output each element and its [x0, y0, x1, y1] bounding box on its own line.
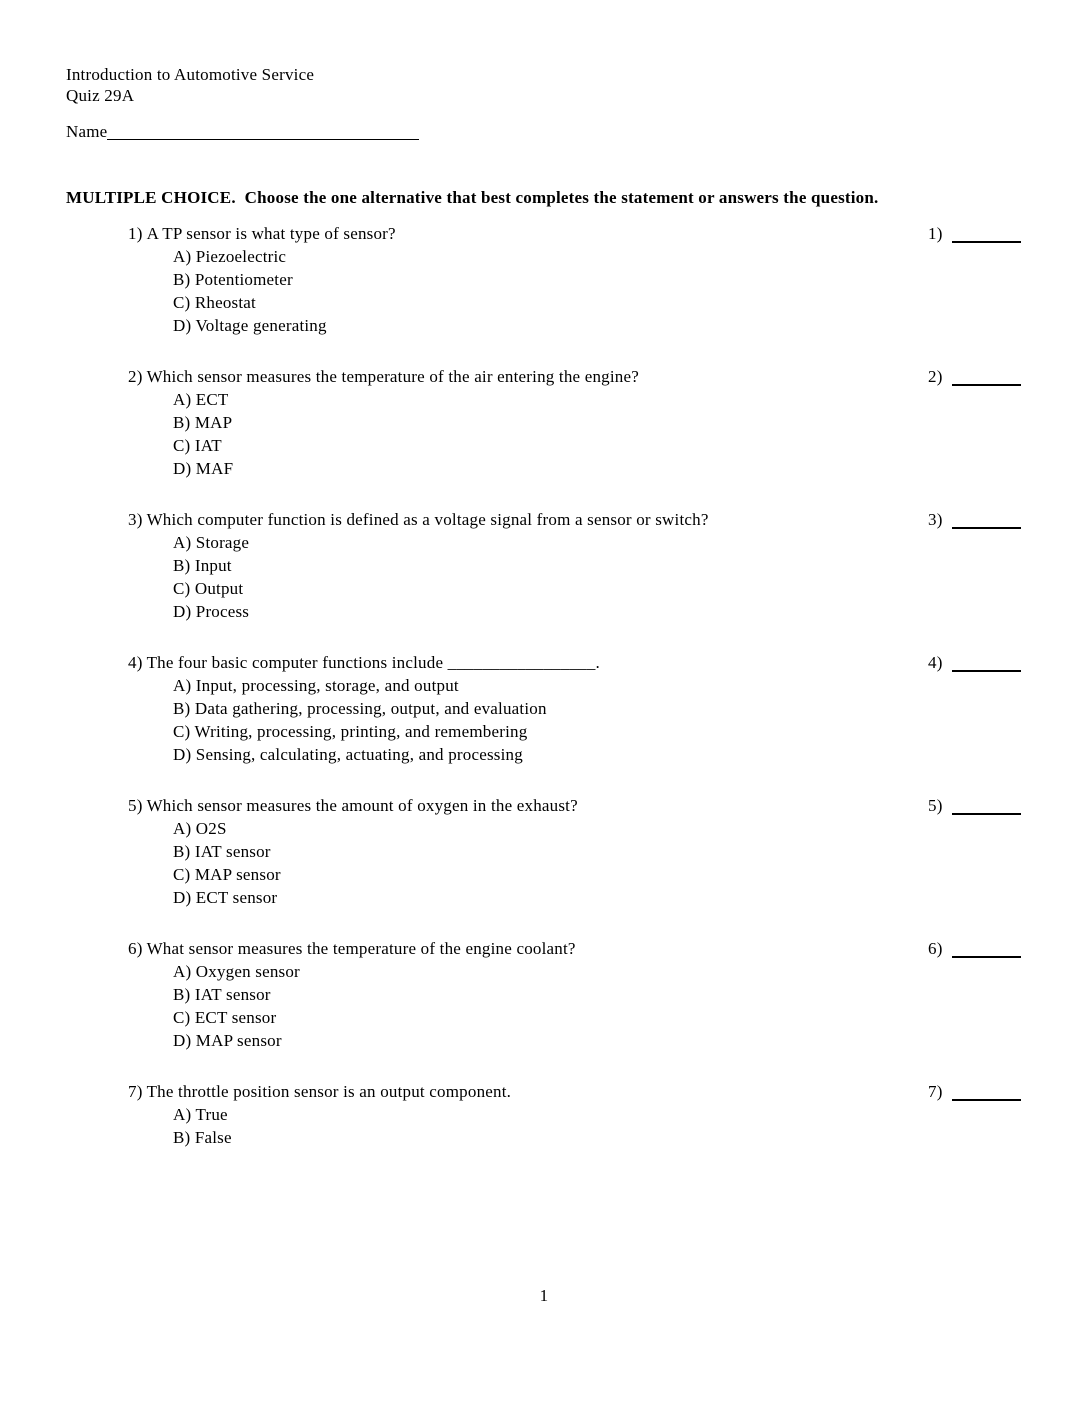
choice: A) Input, processing, storage, and output: [173, 676, 459, 695]
question-number: 2): [128, 367, 143, 386]
answer-area: [928, 651, 1021, 674]
choices: [173, 245, 1088, 337]
quiz-title: Quiz 29A: [66, 86, 135, 105]
choice: C) IAT: [173, 436, 222, 455]
answer-number: 1): [928, 224, 943, 243]
name-row: [66, 120, 419, 143]
choice: A) O2S: [173, 819, 227, 838]
questions-list: [0, 222, 1088, 1177]
choices: [173, 674, 1088, 766]
choice: D) Sensing, calculating, actuating, and processing: [173, 745, 523, 764]
choices: [173, 1103, 1088, 1149]
answer-blank-line: [952, 513, 1021, 529]
choice: D) MAP sensor: [173, 1031, 282, 1050]
choices: [173, 388, 1088, 480]
answer-area: [928, 222, 1021, 245]
question-text: Which sensor measures the temperature of the air entering the engine?: [146, 367, 639, 386]
choices: [173, 817, 1088, 909]
name-blank-line: [107, 124, 419, 140]
answer-number: 3): [928, 510, 943, 529]
answer-blank-line: [952, 370, 1021, 386]
choice: B) IAT sensor: [173, 985, 271, 1004]
choice: A) Piezoelectric: [173, 247, 287, 266]
answer-number: 7): [928, 1082, 943, 1101]
question-text: The throttle position sensor is an output component.: [146, 1082, 512, 1101]
question: [0, 222, 1088, 337]
instructions-heading: MULTIPLE CHOICE. Choose the one alternative that best completes the statement or answers the question.: [66, 188, 879, 207]
choice: B) Input: [173, 556, 232, 575]
answer-blank-line: [952, 942, 1021, 958]
question-text: What sensor measures the temperature of the engine coolant?: [146, 939, 576, 958]
question: [0, 365, 1088, 480]
question: [0, 651, 1088, 766]
answer-area: [928, 365, 1021, 388]
question: [0, 794, 1088, 909]
name-label: Name: [66, 122, 108, 141]
choice: C) Rheostat: [173, 293, 256, 312]
choice: B) False: [173, 1128, 232, 1147]
question: [0, 1080, 1088, 1149]
choices: [173, 531, 1088, 623]
choice: D) MAF: [173, 459, 234, 478]
answer-number: 5): [928, 796, 943, 815]
choice: C) ECT sensor: [173, 1008, 277, 1027]
course-title: Introduction to Automotive Service: [66, 65, 315, 84]
question-number: 5): [128, 796, 143, 815]
question-number: 1): [128, 224, 143, 243]
answer-blank-line: [952, 1085, 1021, 1101]
document-header: [66, 64, 314, 106]
choice: B) Potentiometer: [173, 270, 293, 289]
question-text: The four basic computer functions include _________________.: [146, 653, 600, 672]
choice: B) IAT sensor: [173, 842, 271, 861]
choice: C) Writing, processing, printing, and remembering: [173, 722, 528, 741]
question: [0, 508, 1088, 623]
answer-blank-line: [952, 799, 1021, 815]
choice: D) ECT sensor: [173, 888, 278, 907]
answer-blank-line: [952, 656, 1021, 672]
choice: A) Storage: [173, 533, 250, 552]
page-number: 1: [539, 1286, 549, 1305]
question-text: A TP sensor is what type of sensor?: [146, 224, 396, 243]
question-number: 4): [128, 653, 143, 672]
choice: D) Voltage generating: [173, 316, 327, 335]
answer-number: 2): [928, 367, 943, 386]
choice: A) Oxygen sensor: [173, 962, 300, 981]
choice: B) Data gathering, processing, output, and evaluation: [173, 699, 547, 718]
choice: C) MAP sensor: [173, 865, 281, 884]
answer-area: [928, 937, 1021, 960]
answer-number: 6): [928, 939, 943, 958]
choice: A) ECT: [173, 390, 229, 409]
answer-area: [928, 794, 1021, 817]
question-number: 3): [128, 510, 143, 529]
choice: B) MAP: [173, 413, 233, 432]
question-number: 7): [128, 1082, 143, 1101]
answer-area: [928, 508, 1021, 531]
question-text: Which sensor measures the amount of oxygen in the exhaust?: [146, 796, 578, 815]
choice: D) Process: [173, 602, 250, 621]
choices: [173, 960, 1088, 1052]
question-text: Which computer function is defined as a voltage signal from a sensor or switch?: [146, 510, 709, 529]
answer-area: [928, 1080, 1021, 1103]
question-number: 6): [128, 939, 143, 958]
answer-blank-line: [952, 227, 1021, 243]
question: [0, 937, 1088, 1052]
choice: C) Output: [173, 579, 244, 598]
answer-number: 4): [928, 653, 943, 672]
choice: A) True: [173, 1105, 228, 1124]
